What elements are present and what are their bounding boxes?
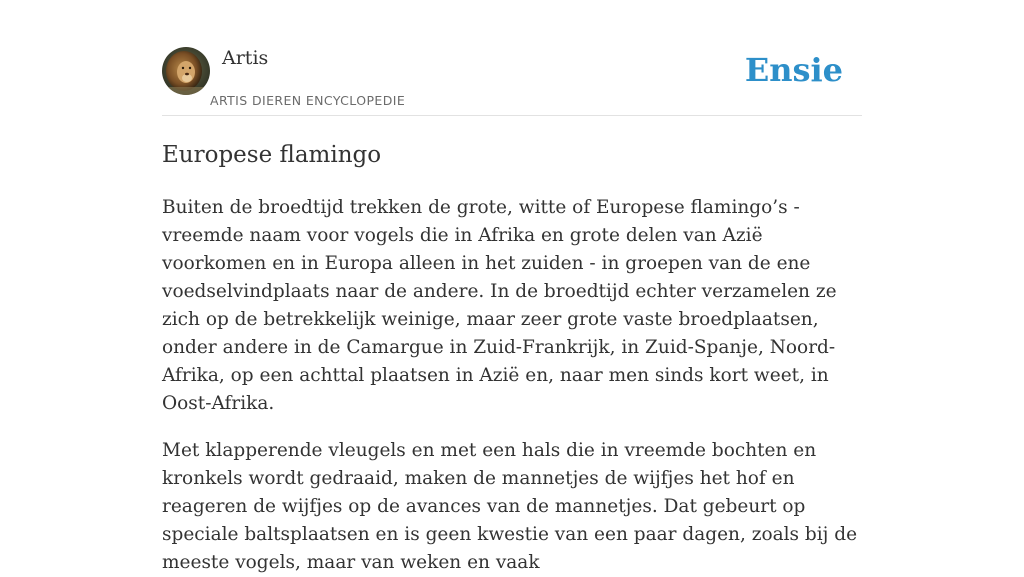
page-header — [162, 0, 862, 116]
lion-avatar-icon[interactable] — [162, 47, 210, 95]
ensie-logo[interactable]: Ensie — [744, 51, 843, 89]
article-title: Europese flamingo — [162, 142, 382, 168]
article-paragraph: Buiten de broedtijd trekken de grote, witte of Europese flamingo’s - vreemde naam voor vogels die in Afrika en grote delen van Azië voorkomen en in Europa alleen in het zuiden - in groepen van de ene voedselvindplaats naar de andere. In de broedtijd echter verzamelen ze zich op de betrekkelijk weinige, maar zeer grote vaste broedplaatsen, onder andere in de Camargue in Zuid-Frankrijk, in Zuid-Spanje, Noord-Afrika, op een achttal plaatsen in Azië en, naar men sinds kort weet, in Oost-Afrika. — [162, 197, 837, 414]
article-paragraph: Met klapperende vleugels en met een hals die in vreemde bochten en kronkels wordt gedraaid, maken de mannetjes de wijfjes het hof en reageren de wijfjes op de avances van de mannetjes. Dat gebeurt op speciale baltsplaatsen en is geen kwestie van een paar dagen, zoals bij de meeste vogels, maar van weken en vaak — [162, 440, 858, 573]
brand-tagline: ARTIS DIEREN ENCYCLOPEDIE — [210, 93, 406, 108]
brand-name[interactable]: Artis — [222, 47, 269, 69]
page-container — [162, 0, 862, 577]
